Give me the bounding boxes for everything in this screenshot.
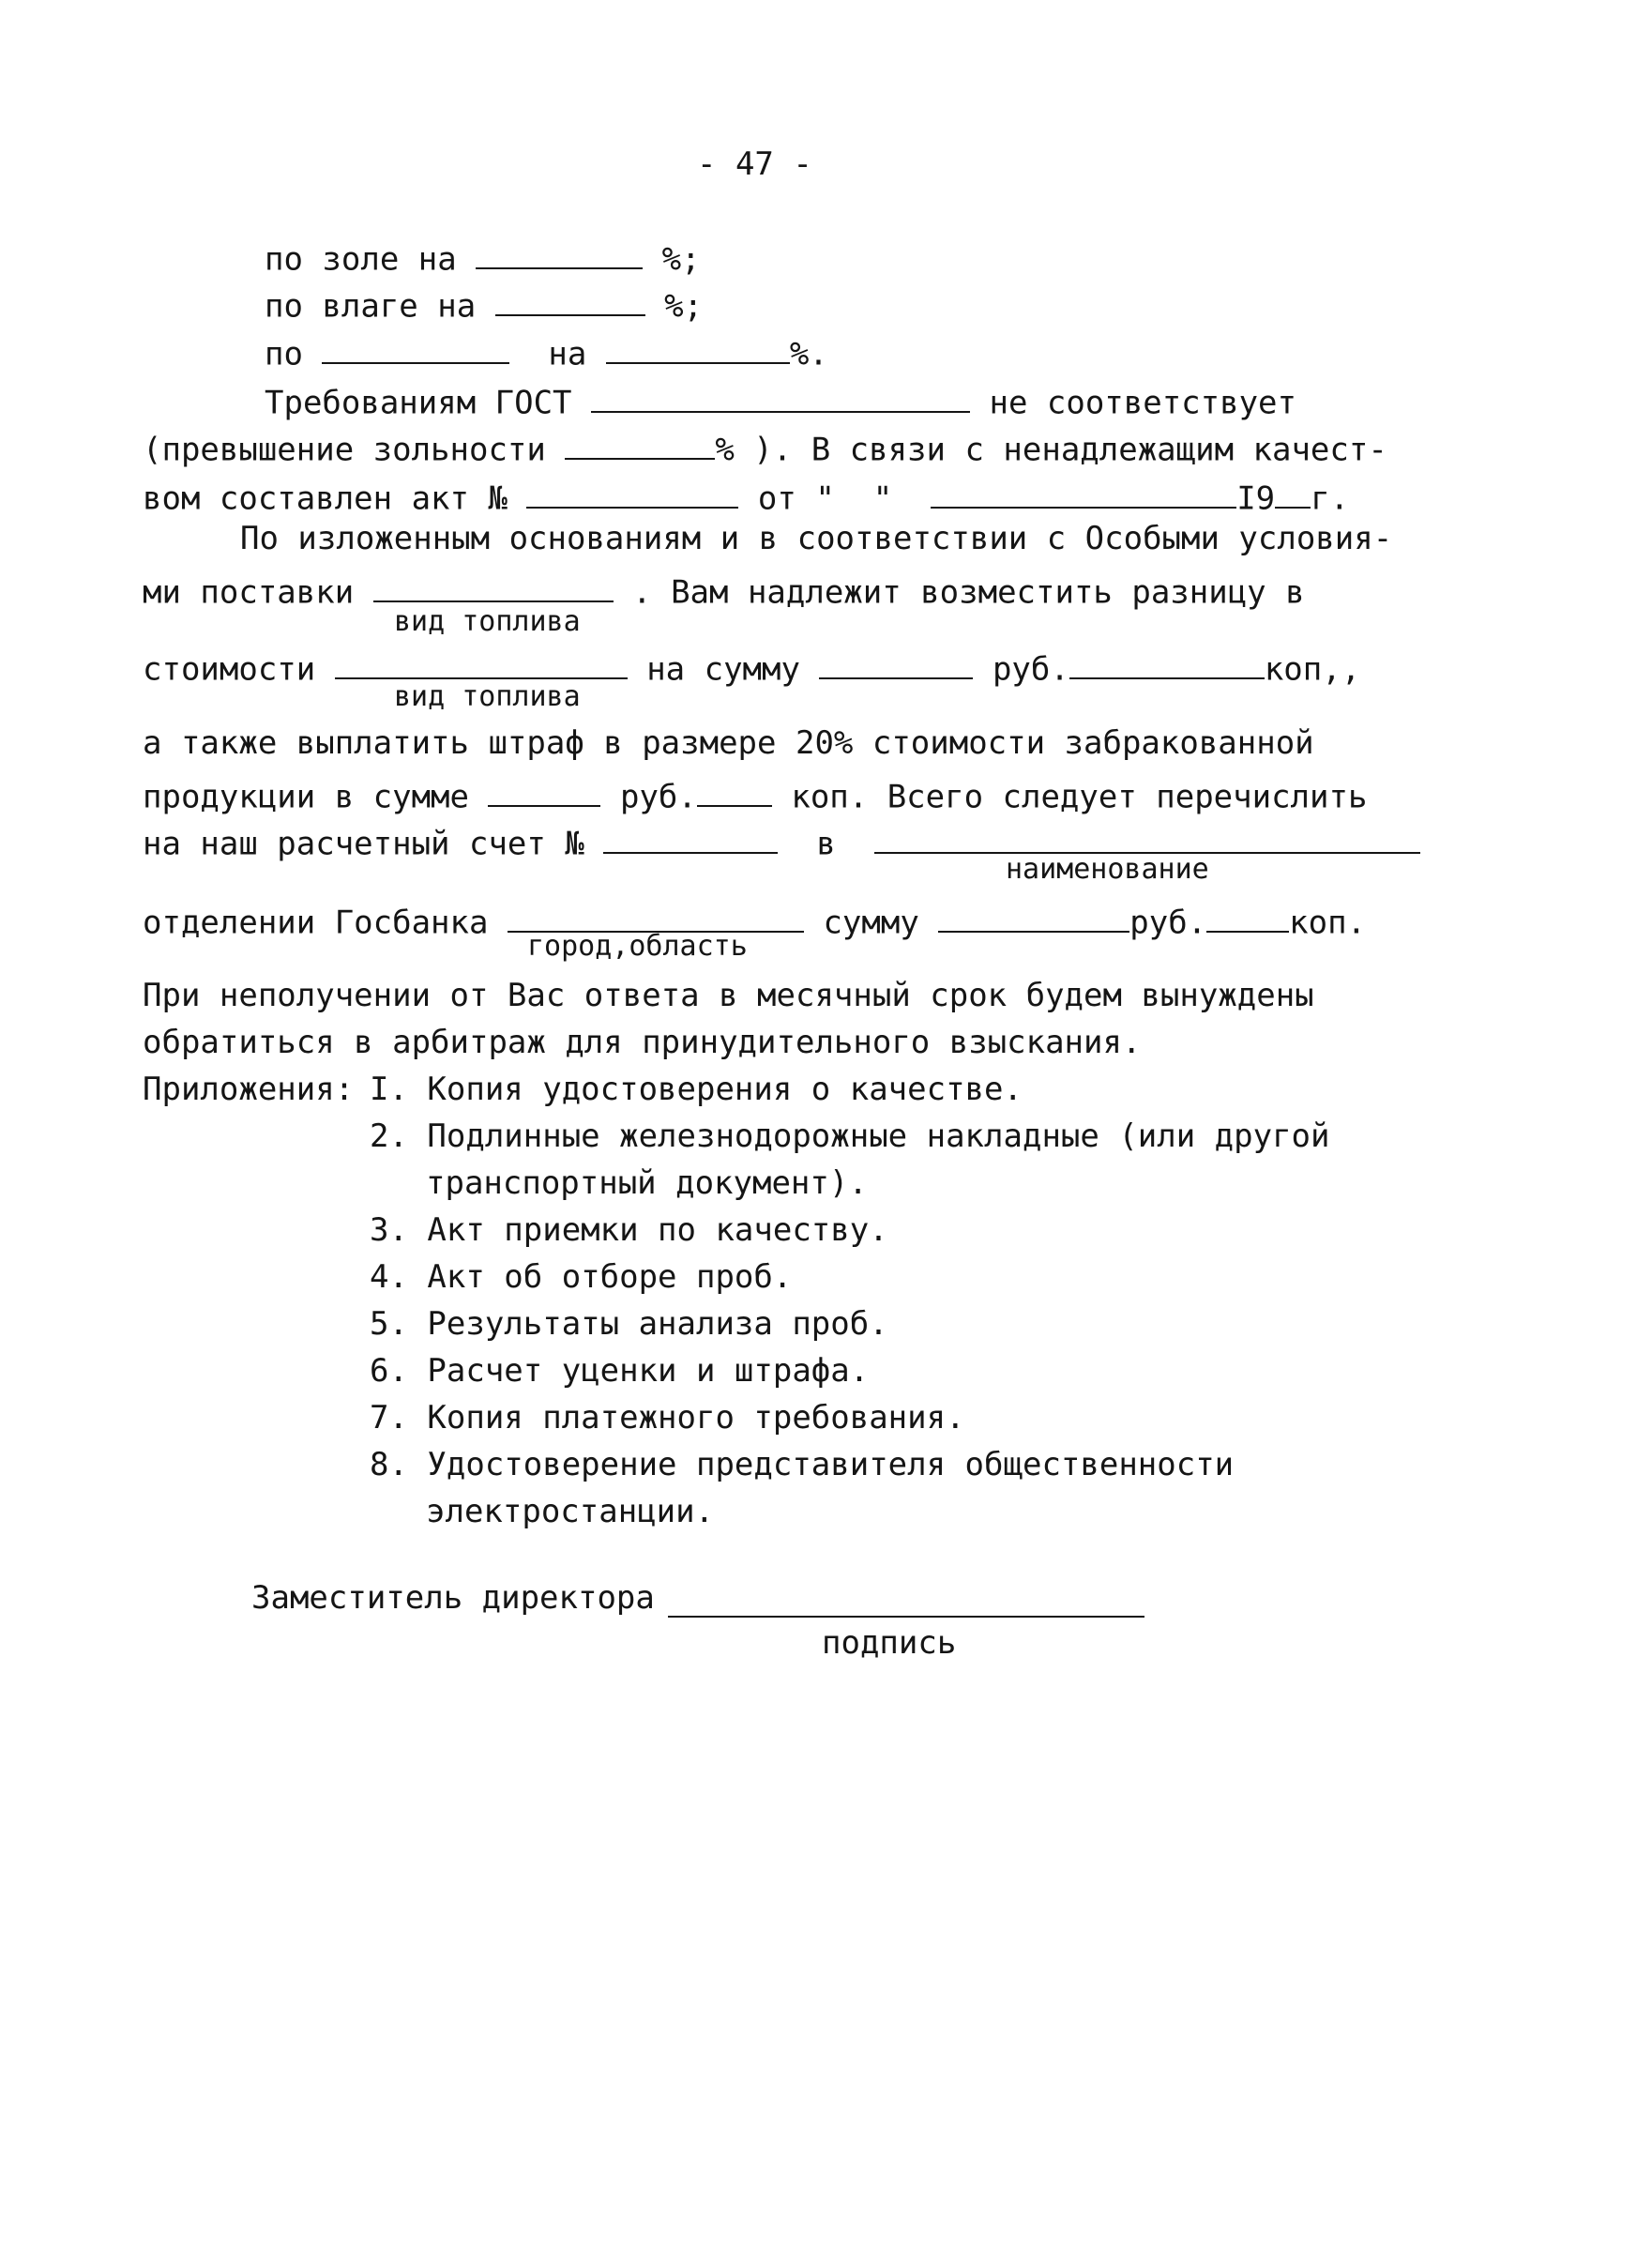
account-number-blank bbox=[603, 822, 778, 854]
gost-label: Требованиям ГОСТ bbox=[265, 384, 572, 422]
year-blank bbox=[1275, 477, 1311, 509]
ash-rate-label: по золе на bbox=[265, 240, 457, 279]
penalty-rub-label: руб. bbox=[619, 778, 697, 816]
penalty-kop-blank bbox=[697, 775, 772, 807]
basis-line2-end: . Вам надлежит возместить разницу в bbox=[632, 573, 1305, 612]
branch-rub-label: руб. bbox=[1129, 904, 1207, 942]
other-rate-line bbox=[265, 332, 828, 373]
signature-label: Заместитель директора bbox=[251, 1579, 655, 1617]
branch-rub-blank bbox=[938, 901, 1129, 933]
attachment-item-2-cont: транспортный документ). bbox=[426, 1164, 868, 1202]
branch-kop-label: коп. bbox=[1289, 904, 1367, 942]
moisture-rate-label: по влаге на bbox=[265, 287, 477, 326]
excess-open: (превышение зольности bbox=[143, 431, 546, 469]
penalty-rub-blank bbox=[488, 775, 600, 807]
act-quote-close: " bbox=[872, 479, 893, 518]
year-suffix: г. bbox=[1311, 479, 1350, 518]
bank-name-blank bbox=[874, 822, 1420, 854]
penalty-line2-start: продукции в сумме bbox=[143, 778, 469, 816]
basis-line-1: По изложенным основаниям и в соответствии с Особыми условия- bbox=[240, 520, 1393, 557]
other-rate-pct: %. bbox=[789, 335, 828, 373]
act-number-blank bbox=[526, 477, 738, 509]
excess-line bbox=[143, 428, 1387, 469]
ash-rate-line bbox=[265, 237, 701, 279]
city-caption: город,область bbox=[527, 930, 748, 963]
act-date-blank bbox=[931, 477, 1236, 509]
basis-line2-start: ми поставки bbox=[143, 573, 355, 612]
attachment-item-4: 4. Акт об отборе проб. bbox=[370, 1258, 793, 1296]
gost-line bbox=[265, 381, 1296, 422]
excess-close: % ). В связи с ненадлежащим качест- bbox=[715, 431, 1387, 469]
arbitration-line-1: При неполучении от Вас ответа в месячный срок будем вынуждены bbox=[143, 977, 1314, 1014]
ash-rate-pct: %; bbox=[661, 240, 701, 279]
act-from: от " bbox=[757, 479, 835, 518]
bank-name-caption: наименование bbox=[1006, 853, 1209, 886]
branch-line bbox=[143, 901, 1367, 942]
attachment-item-1: I. Копия удостоверения о качестве. bbox=[370, 1071, 1023, 1108]
arbitration-line-2: обратиться в арбитраж для принудительного взыскания. bbox=[143, 1024, 1142, 1061]
cost-label: стоимости bbox=[143, 650, 316, 689]
cost-line bbox=[143, 647, 1361, 689]
basis-line-2 bbox=[143, 570, 1305, 612]
fuel-type-blank-1 bbox=[373, 570, 614, 602]
page-number: - 47 - bbox=[697, 145, 812, 183]
cost-kop-label: коп,, bbox=[1264, 650, 1361, 689]
penalty-line2-end: коп. Всего следует перечислить bbox=[791, 778, 1368, 816]
cost-sum-label: на сумму bbox=[646, 650, 800, 689]
other-rate-mid: на bbox=[548, 335, 587, 373]
other-rate-value-blank bbox=[606, 332, 790, 364]
moisture-rate-blank bbox=[495, 284, 645, 316]
signature-caption: подпись bbox=[822, 1624, 957, 1662]
other-rate-name-blank bbox=[322, 332, 509, 364]
attachment-item-6: 6. Расчет уценки и штрафа. bbox=[370, 1352, 870, 1390]
cost-kop-blank bbox=[1069, 647, 1265, 679]
act-label: вом составлен акт № bbox=[143, 479, 508, 518]
branch-kop-blank bbox=[1206, 901, 1289, 933]
city-blank bbox=[508, 901, 804, 933]
account-line bbox=[143, 822, 1420, 863]
signature-line bbox=[668, 1616, 1144, 1618]
cost-sum-blank bbox=[819, 647, 973, 679]
fuel-type-caption-1: вид топлива bbox=[394, 605, 581, 638]
branch-label: отделении Госбанка bbox=[143, 904, 489, 942]
account-label: на наш расчетный счет № bbox=[143, 825, 584, 863]
penalty-line-2 bbox=[143, 775, 1368, 816]
moisture-rate-line bbox=[265, 284, 704, 326]
year-prefix: I9 bbox=[1236, 479, 1276, 518]
act-line bbox=[143, 477, 1350, 518]
attachment-item-7: 7. Копия платежного требования. bbox=[370, 1399, 965, 1437]
attachment-item-8-cont: электростанции. bbox=[426, 1493, 715, 1530]
attachment-item-5: 5. Результаты анализа проб. bbox=[370, 1305, 888, 1343]
attachment-item-3: 3. Акт приемки по качеству. bbox=[370, 1211, 888, 1249]
attachment-item-8: 8. Удостоверение представителя общественности bbox=[370, 1446, 1235, 1483]
moisture-rate-pct: %; bbox=[664, 287, 704, 326]
gost-number-blank bbox=[591, 381, 970, 413]
excess-blank bbox=[565, 428, 715, 460]
branch-sum-label: сумму bbox=[823, 904, 919, 942]
other-rate-label: по bbox=[265, 335, 303, 373]
penalty-line-1: а также выплатить штраф в размере 20% стоимости забракованной bbox=[143, 724, 1314, 762]
attachment-item-2: 2. Подлинные железнодорожные накладные (или другой bbox=[370, 1117, 1330, 1155]
fuel-type-caption-2: вид топлива bbox=[394, 680, 581, 713]
attachments-label: Приложения: bbox=[143, 1071, 355, 1108]
cost-rub-label: руб. bbox=[992, 650, 1069, 689]
ash-rate-blank bbox=[476, 237, 643, 269]
account-in: в bbox=[816, 825, 836, 863]
fuel-type-blank-2 bbox=[335, 647, 628, 679]
gost-status: не соответствует bbox=[989, 384, 1296, 422]
